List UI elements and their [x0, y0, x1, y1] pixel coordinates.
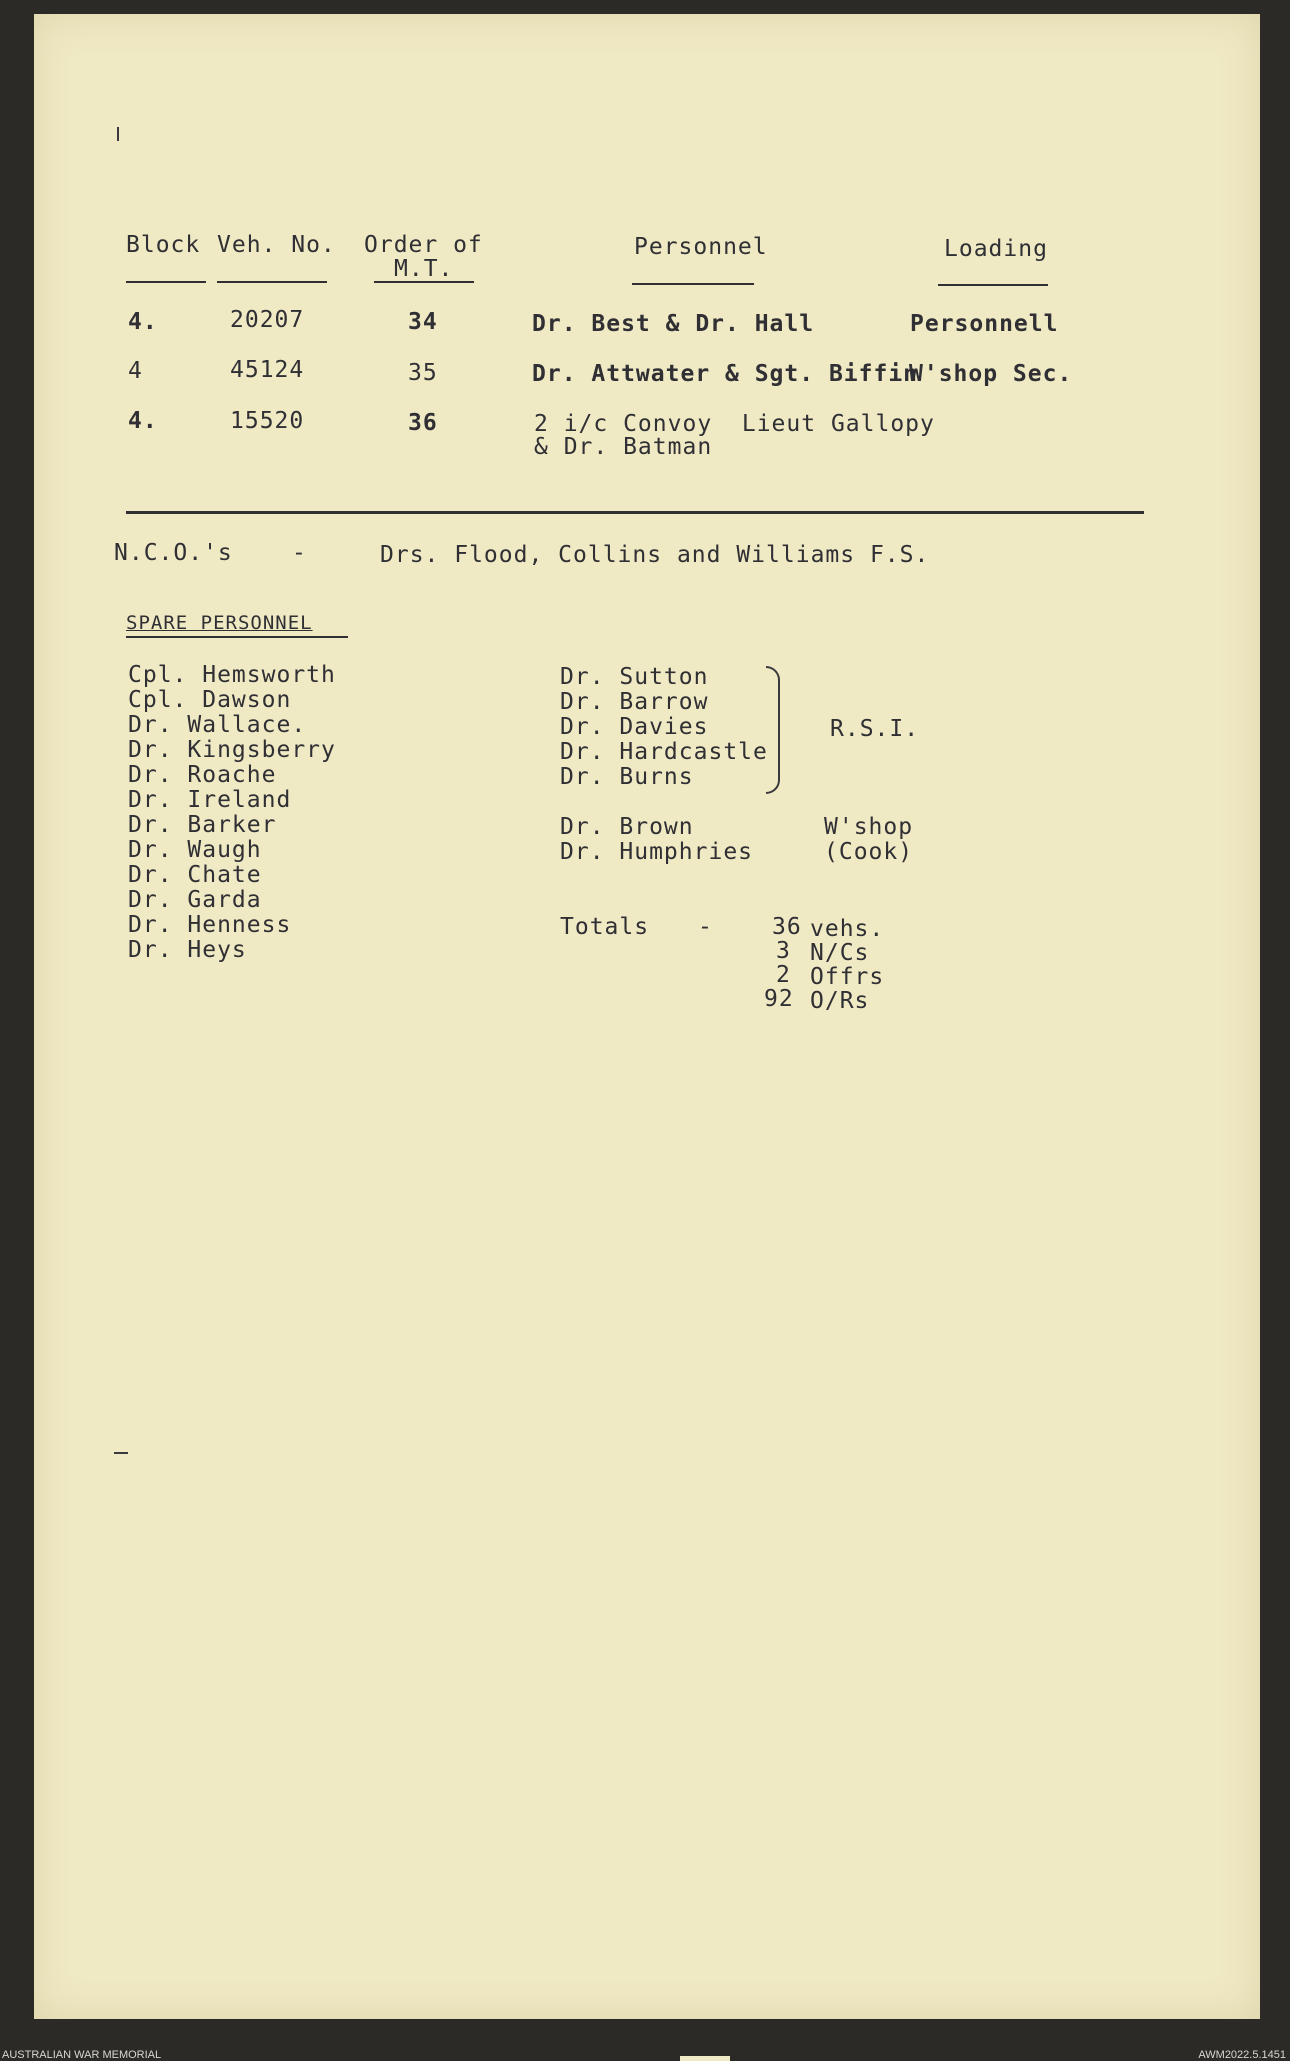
spare-left-1: Cpl. Dawson [128, 687, 292, 713]
row2-block: 4 [128, 358, 143, 384]
underline-order [374, 281, 474, 283]
totals-unit-3: O/Rs [810, 988, 870, 1014]
rsi-0: Dr. Sutton [560, 664, 709, 690]
wshop-1: Dr. Humphries [560, 839, 754, 865]
rsi-label: R.S.I. [830, 716, 920, 742]
header-veh-no: Veh. No. [217, 232, 336, 258]
header-block: Block [126, 232, 201, 258]
row3-order: 36 [408, 410, 438, 436]
rsi-brace [766, 666, 780, 794]
spare-left-3: Dr. Kingsberry [128, 737, 336, 763]
spare-left-5: Dr. Ireland [128, 787, 292, 813]
totals-label: Totals [560, 914, 650, 940]
row1-loading: Personnell [910, 311, 1059, 337]
row3-personnel-line2: & Dr. Batman [534, 434, 713, 460]
wshop-label-line2: (Cook) [824, 839, 914, 865]
margin-mark-bottom [114, 1452, 128, 1454]
totals-unit-2: Offrs [810, 964, 885, 990]
header-order-line1: Order of [364, 232, 483, 258]
header-personnel: Personnel [634, 234, 768, 260]
row3-personnel: 2 i/c Convoy Lieut Gallopy [534, 411, 935, 437]
rsi-2: Dr. Davies [560, 714, 709, 740]
row1-veh: 20207 [230, 307, 305, 333]
spare-heading: SPARE PERSONNEL [126, 612, 313, 634]
footer-right: AWM2022.5.1451 [1198, 2049, 1286, 2061]
totals-num-2: 2 [776, 962, 791, 988]
row2-loading: W'shop Sec. [909, 361, 1073, 387]
page-tab-marker [680, 2056, 730, 2061]
spare-left-8: Dr. Chate [128, 862, 262, 888]
totals-unit-0: vehs. [810, 916, 885, 942]
underline-loading [938, 284, 1048, 286]
row1-block: 4. [128, 309, 158, 335]
nco-names: Drs. Flood, Collins and Williams F.S. [380, 542, 930, 568]
wshop-label-line1: W'shop [824, 814, 914, 840]
totals-unit-1: N/Cs [810, 940, 870, 966]
spare-left-0: Cpl. Hemsworth [128, 662, 336, 688]
totals-dash: - [698, 914, 713, 940]
nco-label: N.C.O.'s [114, 540, 233, 566]
document-page [34, 14, 1260, 2019]
footer-left: AUSTRALIAN WAR MEMORIAL [2, 2049, 162, 2061]
spare-left-6: Dr. Barker [128, 812, 277, 838]
row1-personnel: Dr. Best & Dr. Hall [532, 311, 815, 337]
nco-dash: - [292, 540, 307, 566]
rsi-1: Dr. Barrow [560, 689, 709, 715]
totals-num-3: 92 [764, 986, 794, 1012]
header-order-line2: M.T. [394, 256, 454, 282]
spare-left-4: Dr. Roache [128, 762, 277, 788]
totals-num-0: 36 [772, 914, 802, 940]
row1-order: 34 [408, 309, 438, 335]
underline-personnel [632, 283, 754, 285]
spare-left-11: Dr. Heys [128, 937, 247, 963]
spare-left-2: Dr. Wallace. [128, 712, 307, 738]
row3-block: 4. [128, 408, 158, 434]
margin-mark-top [117, 127, 119, 141]
row2-personnel: Dr. Attwater & Sgt. Biffin [532, 361, 919, 387]
rsi-4: Dr. Burns [560, 764, 694, 790]
header-loading: Loading [944, 236, 1048, 262]
totals-num-1: 3 [776, 938, 791, 964]
spare-heading-underline [126, 636, 348, 638]
underline-veh [217, 281, 327, 283]
spare-left-10: Dr. Henness [128, 912, 292, 938]
rsi-3: Dr. Hardcastle [560, 739, 768, 765]
spare-left-9: Dr. Garda [128, 887, 262, 913]
row3-veh: 15520 [230, 408, 305, 434]
wshop-0: Dr. Brown [560, 814, 694, 840]
row2-veh: 45124 [230, 357, 305, 383]
row2-order: 35 [408, 360, 438, 386]
spare-left-7: Dr. Waugh [128, 837, 262, 863]
underline-block [126, 281, 206, 283]
section-divider [126, 511, 1144, 514]
